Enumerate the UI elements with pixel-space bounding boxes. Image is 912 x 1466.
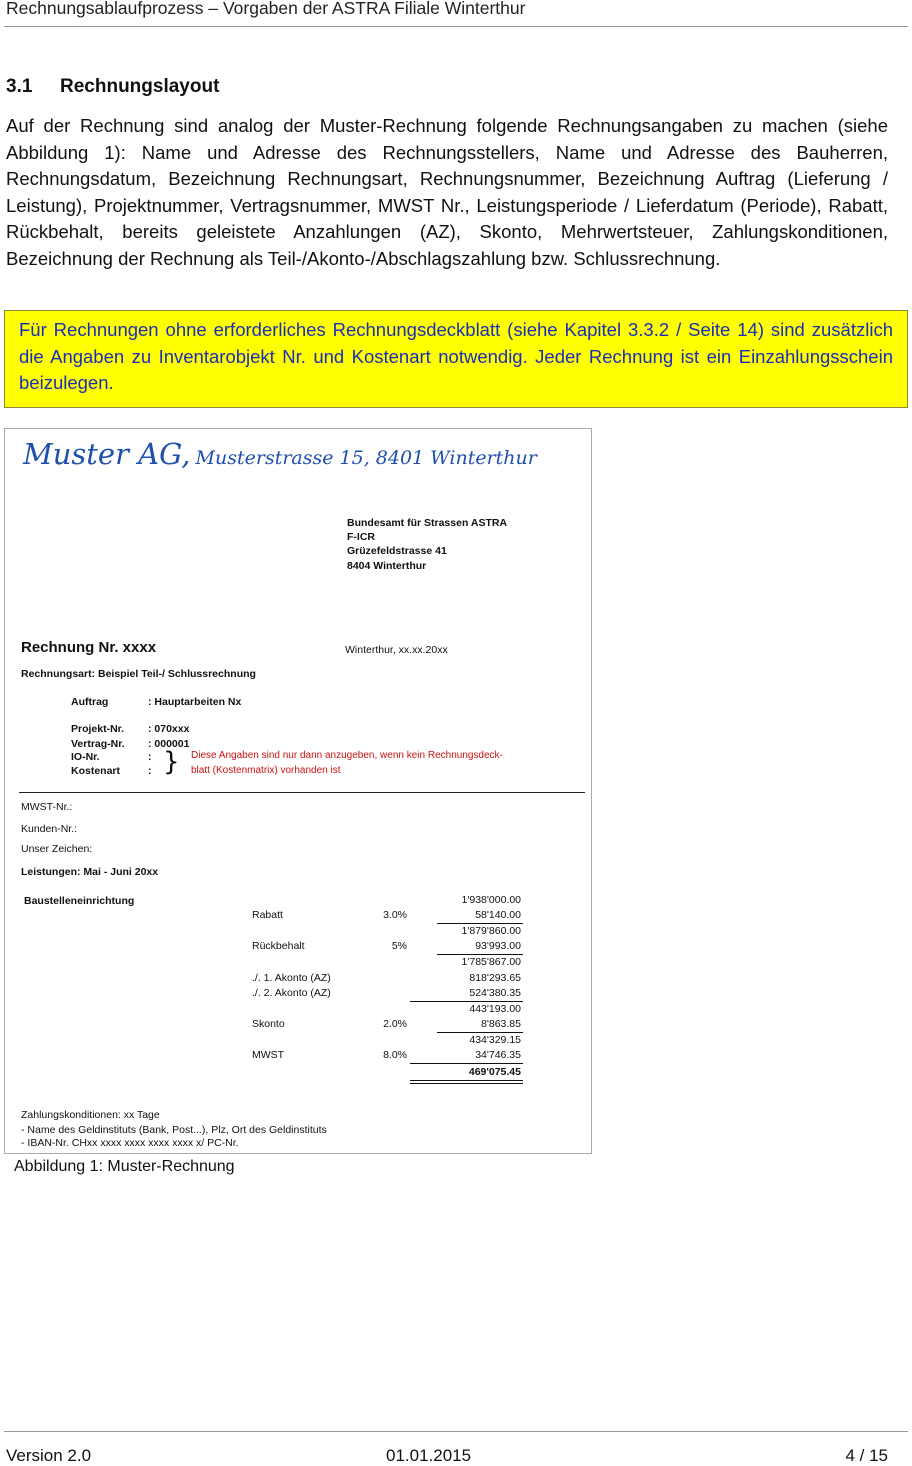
- payment-terms: Zahlungskonditionen: xx Tage: [21, 1109, 160, 1121]
- calc-rabatt-pct: 3.0%: [383, 909, 407, 921]
- field-value-io: :: [148, 751, 152, 763]
- section-heading: [6, 76, 219, 98]
- recipient-line: F-ICR: [347, 531, 375, 543]
- invoice-divider: [19, 792, 585, 793]
- recipient-line: Bundesamt für Strassen ASTRA: [347, 517, 508, 529]
- calc-rabatt-label: Rabatt: [252, 909, 283, 921]
- field-value-auftrag: : Hauptarbeiten Nx: [148, 696, 242, 708]
- brace-symbol: }: [163, 747, 180, 777]
- meta-leistungen: Leistungen: Mai - Juni 20xx: [21, 866, 159, 878]
- invoice-place-date: Winterthur, xx.xx.20xx: [345, 644, 448, 656]
- calc-subtotal-2: 1'785'867.00: [461, 956, 521, 968]
- calc-rueck-label: Rückbehalt: [252, 940, 305, 952]
- field-value-kostenart: :: [148, 765, 152, 777]
- calc-subtotal-1: 1'879'860.00: [461, 925, 521, 937]
- payment-bullet: - Name des Geldinstituts (Bank, Post...), Plz, Ort des Geldinstituts: [21, 1124, 327, 1136]
- calc-skonto-value: 8'863.85: [481, 1018, 521, 1030]
- field-value-vertrag: : 000001: [148, 738, 190, 750]
- total-double-line: [410, 1080, 523, 1081]
- highlight-note-box: [4, 310, 908, 408]
- field-label-vertrag: Vertrag-Nr.: [71, 738, 125, 750]
- calc-base: 1'938'000.00: [461, 894, 521, 906]
- footer-divider: [4, 1431, 908, 1432]
- company-name: Muster AG,: [23, 437, 191, 471]
- total-double-line: [410, 1083, 523, 1084]
- sum-line: [437, 1032, 523, 1033]
- calc-subtotal-4: 434'329.15: [469, 1034, 521, 1046]
- company-address: Musterstrasse 15, 8401 Winterthur: [195, 447, 537, 469]
- section-title: Rechnungslayout: [60, 76, 220, 97]
- recipient-line: Grüzefeldstrasse 41: [347, 545, 447, 557]
- note-text: Für Rechnungen ohne erforderliches Rechnungsdeckblatt (siehe Kapitel 3.3.2 / Seite 14) sind zusätzlich die Angaben zu Inventarobjekt Nr. und Kostenart notwendig. Jeder Rechnung ist ein Einzahlungsschein beizulegen.: [19, 319, 893, 393]
- field-label-kostenart: Kostenart: [71, 765, 121, 777]
- red-note-line: blatt (Kostenmatrix) vorhanden ist: [191, 765, 341, 776]
- meta-zeichen: Unser Zeichen:: [21, 843, 93, 855]
- sample-invoice-figure: [4, 428, 592, 1154]
- field-label-auftrag: Auftrag: [71, 696, 109, 708]
- meta-mwst: MWST-Nr.:: [21, 801, 73, 813]
- sum-line: [410, 1001, 523, 1002]
- calc-rueck-pct: 5%: [391, 940, 407, 952]
- calc-mwst-label: MWST: [252, 1049, 285, 1061]
- sum-line: [410, 1063, 523, 1064]
- payment-bullet: - IBAN-Nr. CHxx xxxx xxxx xxxx xxxx x/ PC-Nr.: [21, 1137, 239, 1149]
- calc-rabatt-value: 58'140.00: [475, 909, 521, 921]
- recipient-line: 8404 Winterthur: [347, 560, 427, 572]
- calc-rueck-value: 93'993.00: [475, 940, 521, 952]
- footer-version: Version 2.0: [6, 1446, 92, 1465]
- company-letterhead: [23, 437, 537, 471]
- footer-page-number: 4 / 15: [845, 1446, 888, 1465]
- section-number: 3.1: [6, 76, 33, 97]
- running-header: Rechnungsablaufprozess – Vorgaben der ASTRA Filiale Winterthur: [6, 0, 526, 18]
- calc-total: 469'075.45: [468, 1066, 521, 1078]
- red-note-line: Diese Angaben sind nur dann anzugeben, wenn kein Rechnungsdeck-: [191, 750, 503, 761]
- field-value-projekt: : 070xxx: [148, 723, 190, 735]
- calc-akonto2-label: ./. 2. Akonto (AZ): [252, 987, 331, 999]
- calc-akonto1-value: 818'293.65: [469, 972, 521, 984]
- field-label-io: IO-Nr.: [71, 751, 100, 763]
- meta-kunden: Kunden-Nr.:: [21, 823, 78, 835]
- calc-mwst-value: 34'746.35: [475, 1049, 521, 1061]
- invoice-title: Rechnung Nr. xxxx: [21, 639, 157, 656]
- header-divider: [4, 26, 908, 27]
- calc-mwst-pct: 8.0%: [383, 1049, 407, 1061]
- invoice-type: Rechnungsart: Beispiel Teil-/ Schlussrechnung: [21, 668, 256, 680]
- calc-skonto-label: Skonto: [252, 1018, 285, 1030]
- calc-akonto2-value: 524'380.35: [469, 987, 521, 999]
- sum-line: [437, 923, 523, 924]
- figure-caption: Abbildung 1: Muster-Rechnung: [14, 1158, 235, 1175]
- calc-skonto-pct: 2.0%: [383, 1018, 407, 1030]
- field-label-projekt: Projekt-Nr.: [71, 723, 125, 735]
- position-title: Baustelleneinrichtung: [24, 895, 135, 907]
- sum-line: [437, 954, 523, 955]
- calc-akonto1-label: ./. 1. Akonto (AZ): [252, 972, 331, 984]
- intro-paragraph: Auf der Rechnung sind analog der Muster-Rechnung folgende Rechnungsangaben zu machen (siehe Abbildung 1): Name und Adresse des Rechnungsstellers, Name und Adresse des Bauherren, Rechnungsdatum, Bezeichnung Rechnungsart, Rechnungsnummer, Bezeichnung Auftrag (Lieferung / Leistung), Projektnummer, Vertragsnummer, MWST Nr., Leistungsperiode / Lieferdatum (Periode), Rabatt, Rückbehalt, bereits geleistete Anzahlungen (AZ), Skonto, Mehrwertsteuer, Zahlungskonditionen, Bezeichnung der Rechnung als Teil-/Akonto-/Abschlagszahlung bzw. Schlussrechnung.: [6, 115, 888, 269]
- footer-date: 01.01.2015: [386, 1446, 472, 1465]
- calc-subtotal-3: 443'193.00: [469, 1003, 521, 1015]
